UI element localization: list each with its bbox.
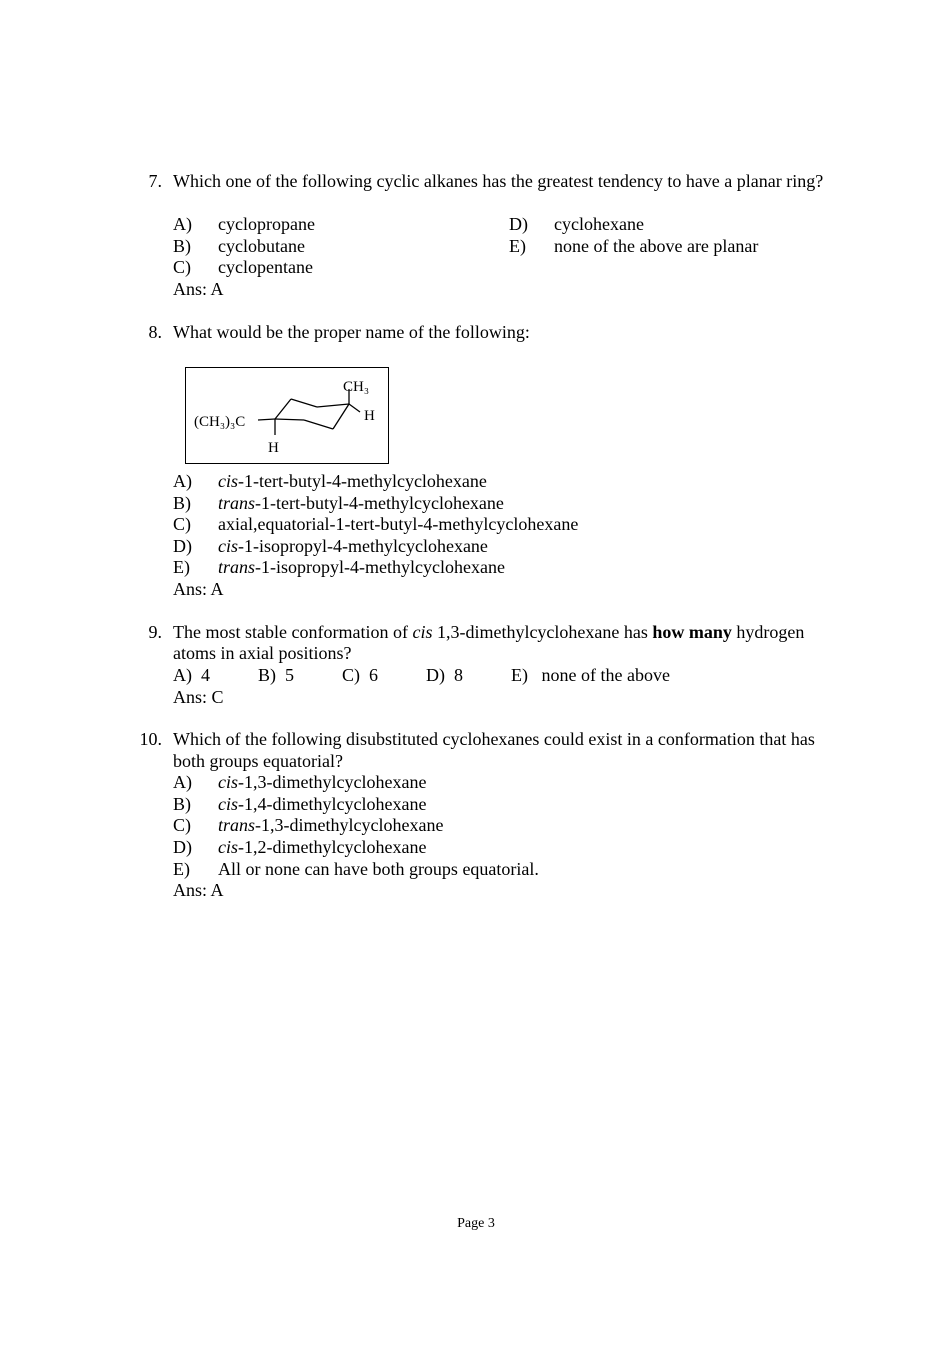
answer: Ans: A	[173, 279, 224, 299]
tert-butyl-label: (CH₃)₃C	[194, 414, 246, 430]
question-text-line-2: atoms in axial positions?	[173, 643, 352, 663]
cyclohexane-chair-diagram	[186, 368, 390, 465]
question-number: 7.	[148, 171, 162, 191]
hydrogen-label-bottom: H	[268, 440, 279, 456]
option-a: A) cis-1,3-dimethylcyclohexane	[173, 772, 427, 792]
answer: Ans: A	[173, 880, 224, 900]
page-number: Page 3	[457, 1216, 495, 1231]
option-c: C) trans-1,3-dimethylcyclohexane	[173, 815, 444, 835]
methyl-label: CH₃	[343, 379, 370, 395]
option-c: C) cyclopentane	[173, 257, 313, 277]
option-d: D) cis-1-isopropyl-4-methylcyclohexane	[173, 536, 488, 556]
question-text: Which of the following disubstituted cyclohexanes could exist in a conformation that has both groups equatorial?	[173, 729, 815, 771]
option-e: E) trans-1-isopropyl-4-methylcyclohexane	[173, 557, 505, 577]
question-text: The most stable conformation of cis 1,3-dimethylcyclohexane has how many hydrogen	[173, 622, 805, 642]
chemical-structure-box	[185, 367, 389, 464]
inline-options	[173, 665, 713, 687]
option-a: A) 4	[173, 665, 210, 685]
option-d: D) cis-1,2-dimethylcyclohexane	[173, 837, 427, 857]
option-b: B) cyclobutane	[173, 236, 305, 256]
option-d: D) cyclohexane	[509, 214, 644, 234]
option-b: B) trans-1-tert-butyl-4-methylcyclohexane	[173, 493, 504, 513]
option-b: B) 5	[258, 665, 294, 685]
option-b: B) cis-1,4-dimethylcyclohexane	[173, 794, 427, 814]
option-a: A) cyclopropane	[173, 214, 315, 234]
question-number: 8.	[148, 322, 162, 342]
question-number: 10.	[139, 729, 162, 749]
option-c: C) 6	[342, 665, 378, 685]
option-e: E) none of the above are planar	[509, 236, 759, 256]
hydrogen-label-right: H	[364, 408, 375, 424]
option-e: E) none of the above	[511, 665, 670, 685]
option-a: A) cis-1-tert-butyl-4-methylcyclohexane	[173, 471, 487, 491]
answer: Ans: C	[173, 687, 224, 707]
question-text: What would be the proper name of the following:	[173, 322, 530, 342]
option-e: E) All or none can have both groups equatorial.	[173, 859, 539, 879]
option-d: D) 8	[426, 665, 463, 685]
option-c: C) axial,equatorial-1-tert-butyl-4-methylcyclohexane	[173, 514, 579, 534]
answer: Ans: A	[173, 579, 224, 599]
question-text: Which one of the following cyclic alkanes has the greatest tendency to have a planar ring?	[173, 171, 824, 191]
question-number: 9.	[148, 622, 162, 642]
